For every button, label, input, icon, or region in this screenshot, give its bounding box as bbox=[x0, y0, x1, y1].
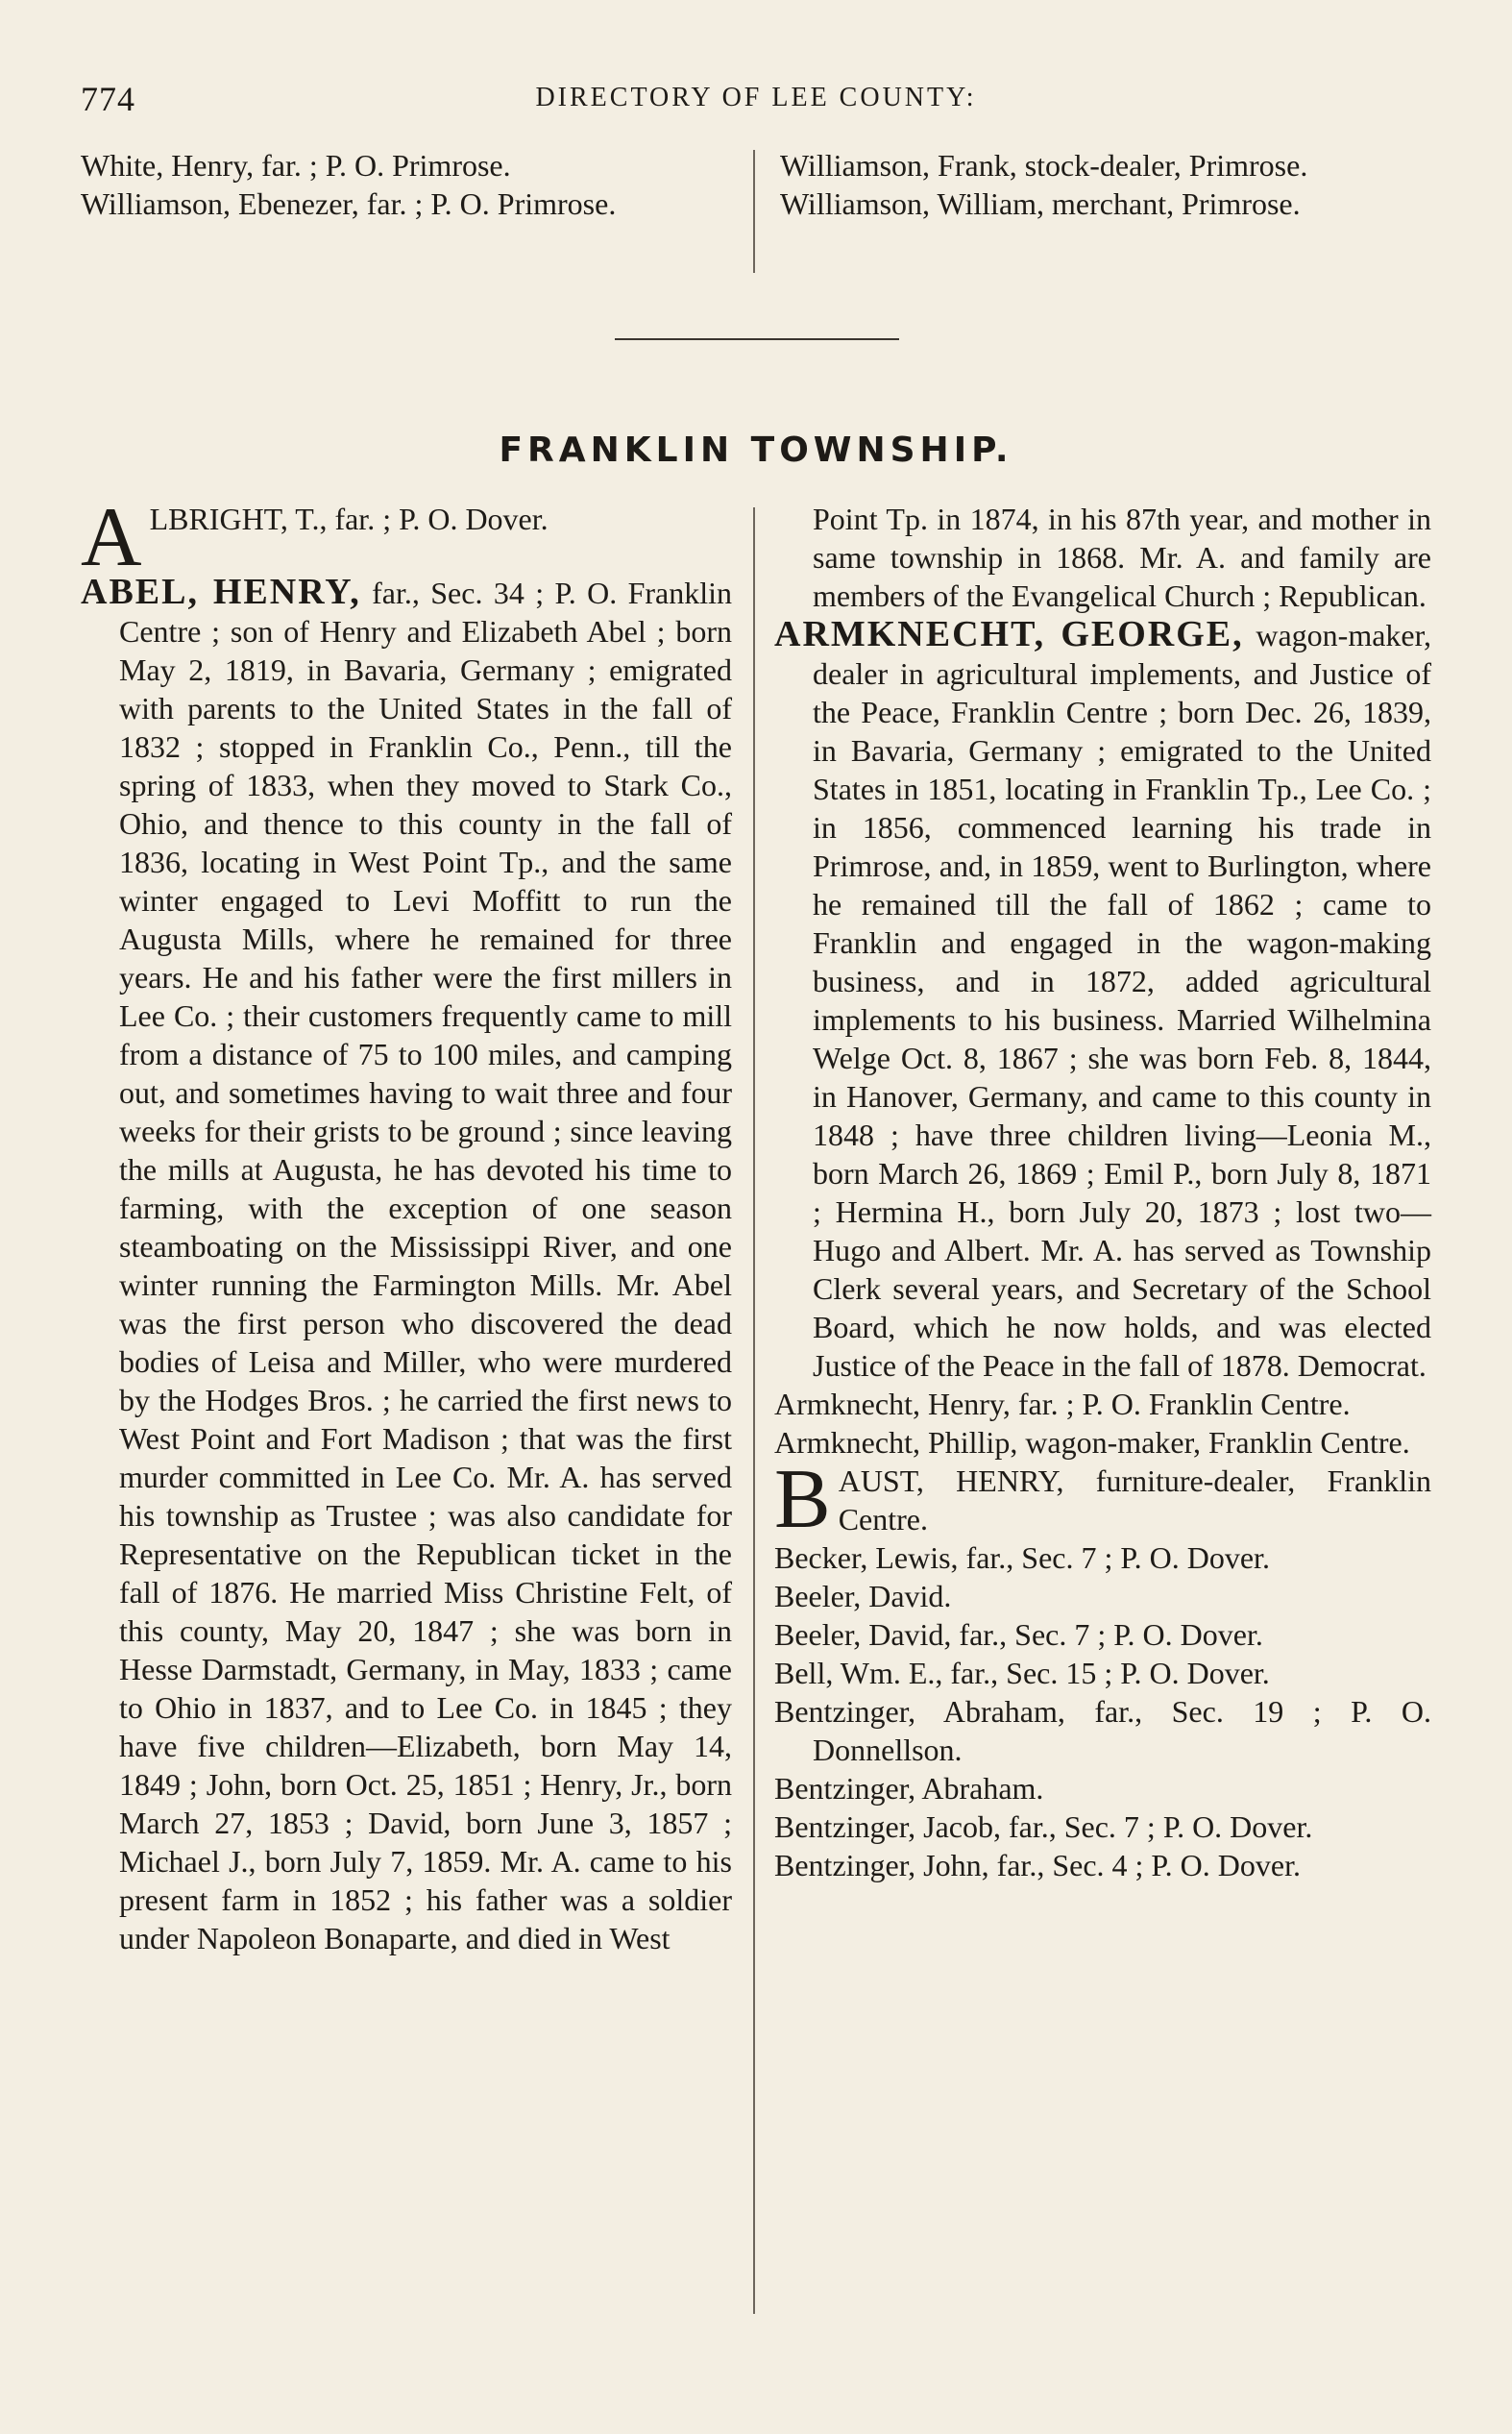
entry-name: ARMKNECHT, GEORGE, bbox=[774, 614, 1244, 654]
entry-text: AUST, HENRY, furniture-dealer, Franklin Centre. bbox=[838, 1463, 1431, 1537]
directory-entry: Bentzinger, Abraham, far., Sec. 19 ; P. O. Donnellson. bbox=[774, 1694, 1431, 1767]
directory-entry: Armknecht, Henry, far. ; P. O. Franklin Centre. bbox=[774, 1387, 1351, 1421]
top-entries-right bbox=[780, 146, 1431, 223]
directory-entry: Beeler, David, far., Sec. 7 ; P. O. Dover. bbox=[774, 1617, 1263, 1652]
directory-entry: Bentzinger, John, far., Sec. 4 ; P. O. Dover. bbox=[774, 1848, 1301, 1882]
entry-name: ABEL, HENRY, bbox=[81, 572, 361, 612]
albright-entry bbox=[81, 491, 732, 584]
drop-cap: A bbox=[81, 491, 142, 584]
entry-text: LBRIGHT, T., far. ; P. O. Dover. bbox=[149, 502, 549, 536]
drop-cap: B bbox=[774, 1453, 831, 1546]
directory-entry: Williamson, William, merchant, Primrose. bbox=[780, 186, 1301, 221]
abel-entry bbox=[81, 573, 732, 1957]
armknecht-entry bbox=[774, 615, 1431, 1385]
directory-entry: Williamson, Frank, stock-dealer, Primrose. bbox=[780, 148, 1308, 183]
directory-entry: Williamson, Ebenezer, far. ; P. O. Primrose. bbox=[81, 186, 617, 221]
running-head bbox=[81, 79, 1431, 117]
directory-entry: Armknecht, Phillip, wagon-maker, Franklin Centre. bbox=[774, 1425, 1410, 1460]
baust-entry bbox=[774, 1453, 1431, 1546]
main-column-right bbox=[774, 500, 1431, 1884]
directory-entry: Bell, Wm. E., far., Sec. 15 ; P. O. Dover. bbox=[774, 1656, 1270, 1690]
column-divider bbox=[753, 507, 755, 2314]
main-column-left bbox=[81, 491, 733, 1957]
directory-entry: Beeler, David. bbox=[774, 1579, 952, 1613]
column-divider bbox=[753, 150, 755, 273]
top-entries-left bbox=[81, 146, 744, 223]
directory-entry: Bentzinger, Abraham. bbox=[774, 1771, 1044, 1806]
directory-entry: White, Henry, far. ; P. O. Primrose. bbox=[81, 148, 511, 183]
directory-entry: Bentzinger, Jacob, far., Sec. 7 ; P. O. Dover. bbox=[774, 1809, 1313, 1844]
entry-text: wagon-maker, dealer in agricultural implements, and Justice of the Peace, Franklin Centre ; born Dec. 26, 1839, in Bavaria, Germany ; emigrated to the United States in 1851, locating in Franklin Tp., Lee Co. ; in 1856, commenced learning his trade in Primrose, and, in 1859, went to Burlington, where he remained till the fall of 1862 ; came to Franklin and engaged in the wagon-making business, and in 1872, added agricultural implements to his business. Married Wilhelmina Welge Oct. 8, 1867 ; she was born Feb. 8, 1844, in Hanover, Germany, and came to this county in 1848 ; have three children living—Leonia M., born March 26, 1869 ; Emil P., born July 8, 1871 ; Hermina H., born July 20, 1873 ; lost two—Hugo and Albert. Mr. A. has served as Township Clerk several years, and Secretary of the School Board, which he now holds, and was elected Justice of the Peace in the fall of 1878. Democrat. bbox=[813, 618, 1431, 1383]
entry-text: far., Sec. 34 ; P. O. Franklin Centre ; son of Henry and Elizabeth Abel ; born May 2, 1819, in Bavaria, Germany ; emigrated with parents to the United States in the fall of 1832 ; stopped in Franklin Co., Penn., till the spring of 1833, when they moved to Stark Co., Ohio, and thence to this county in the fall of 1836, locating in West Point Tp., and the same winter engaged to Levi Moffitt to run the Augusta Mills, where he remained for three years. He and his father were the first millers in Lee Co. ; their customers frequently came to mill from a distance of 75 to 100 miles, and camping out, and sometimes having to wait three and four weeks for their grists to be ground ; since leaving the mills at Augusta, he has devoted his time to farming, with the exception of one season steamboating on the Mississippi River, and one winter running the Farmington Mills. Mr. Abel was the first person who discovered the dead bodies of Leisa and Miller, who were murdered by the Hodges Bros. ; he carried the first news to West Point and Fort Madison ; that was the first murder committed in Lee Co. Mr. A. has served his township as Trustee ; was also candidate for Representative on the Republican ticket in the fall of 1876. He married Miss Christine Felt, of this county, May 20, 1847 ; she was born in Hesse Darmstadt, Germany, in May, 1833 ; came to Ohio in 1837, and to Lee Co. in 1845 ; they have five children—Elizabeth, born May 14, 1849 ; John, born Oct. 25, 1851 ; Henry, Jr., born March 27, 1853 ; David, born June 3, 1857 ; Michael J., born July 7, 1859. Mr. A. came to his present farm in 1852 ; his father was a soldier under Napoleon Bonaparte, and died in West bbox=[119, 576, 733, 1955]
running-title: DIRECTORY OF LEE COUNTY: bbox=[535, 83, 977, 112]
section-rule bbox=[615, 338, 899, 340]
directory-entry: Becker, Lewis, far., Sec. 7 ; P. O. Dover. bbox=[774, 1540, 1270, 1575]
page-number: 774 bbox=[81, 80, 135, 118]
section-title: FRANKLIN TOWNSHIP. bbox=[499, 430, 1013, 470]
abel-continuation: Point Tp. in 1874, in his 87th year, and mother in same township in 1868. Mr. A. and family are members of the Evangelical Church ; Republican. bbox=[813, 502, 1431, 613]
